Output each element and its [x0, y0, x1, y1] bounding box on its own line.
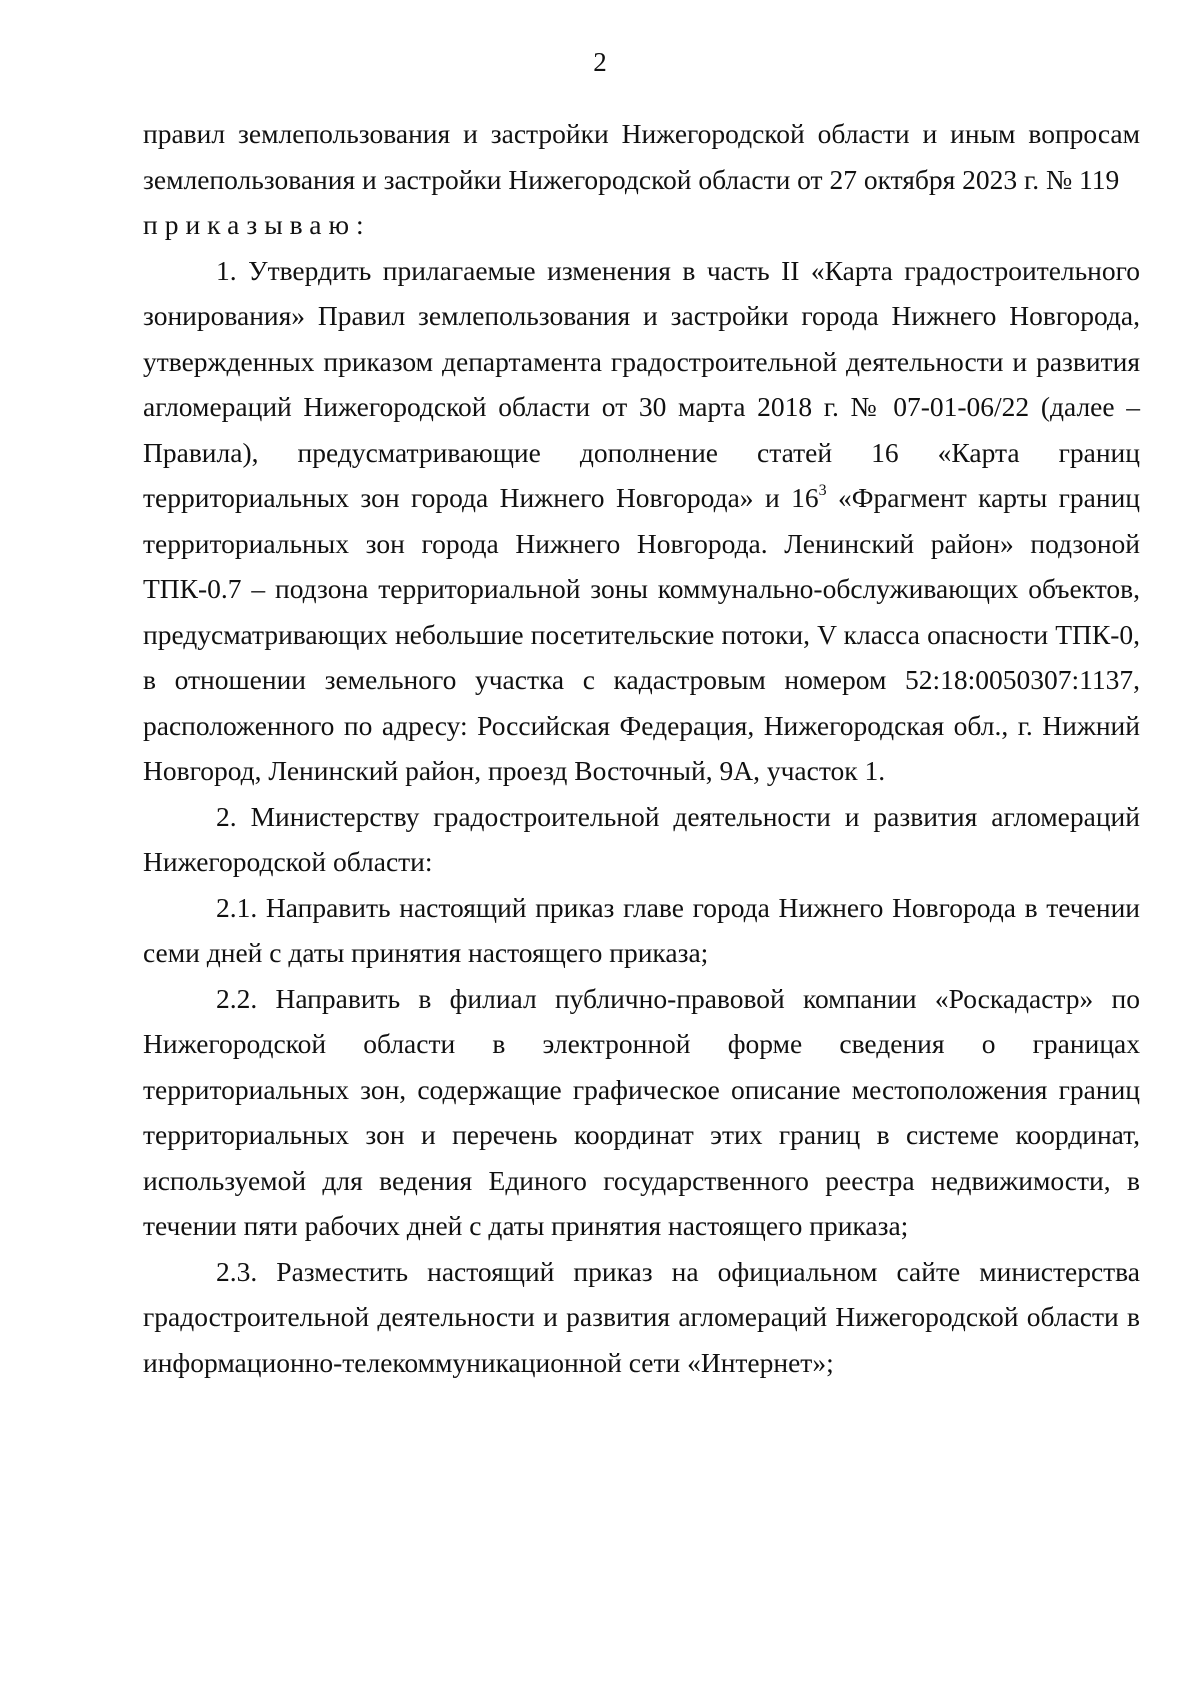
intro-paragraph: правил землепользования и застройки Нижегородской области и иным вопросам землепользования и застройки Нижегородской области от 27 октября 2023 г. № 119 — [143, 118, 1140, 195]
paragraph-1-text-start: 1. Утвердить прилагаемые изменения в часть II «Карта градостроительного зонирования» Правил землепользования и застройки города Нижнего Новгорода, утвержденных приказом департамента градостроительной деятельности и развития агломераций Нижегородской области от 30 марта 2018 г. № 07-01-06/22 (далее – Правила), предусматривающие дополнение статей 16 «Карта границ территориальных зон города Нижнего Новгорода» и 16 — [143, 254, 1140, 513]
page-number: 2 — [593, 47, 607, 77]
paragraph-2-2: 2.2. Направить в филиал публично-правовой компании «Роскадастр» по Нижегородской области в электронной форме сведения о границах территориальных зон, содержащие графическое описание местоположения границ территориальных зон и перечень координат этих границ в системе координат, используемой для ведения Единого государственного реестра недвижимости, в течении пяти рабочих дней с даты принятия настоящего приказа; — [143, 982, 1140, 1241]
order-word: приказываю: — [143, 209, 371, 240]
article-superscript: 3 — [818, 482, 827, 499]
paragraph-2-3: 2.3. Разместить настоящий приказ на официальном сайте министерства градостроительной деятельности и развития агломераций Нижегородской области в информационно-телекоммуникационной сети «Интернет»; — [143, 1255, 1140, 1378]
paragraph-1 — [143, 248, 1140, 794]
document-body — [143, 111, 1140, 1385]
paragraph-2: 2. Министерству градостроительной деятельности и развития агломераций Нижегородской области: — [143, 800, 1140, 877]
paragraph-1-text-end: «Фрагмент карты границ территориальных зон города Нижнего Новгорода. Ленинский район» подзоной ТПК-0.7 – подзона территориальной зоны коммунально-обслуживающих объектов, предусматривающих небольшие посетительские потоки, V класса опасности ТПК-0, в отношении земельного участка с кадастровым номером 52:18:0050307:1137, расположенного по адресу: Российская Федерация, Нижегородская обл., г. Нижний Новгород, Ленинский район, проезд Восточный, 9А, участок 1. — [143, 482, 1140, 786]
paragraph-2-1: 2.1. Направить настоящий приказ главе города Нижнего Новгорода в течении семи дней с даты принятия настоящего приказа; — [143, 891, 1140, 968]
